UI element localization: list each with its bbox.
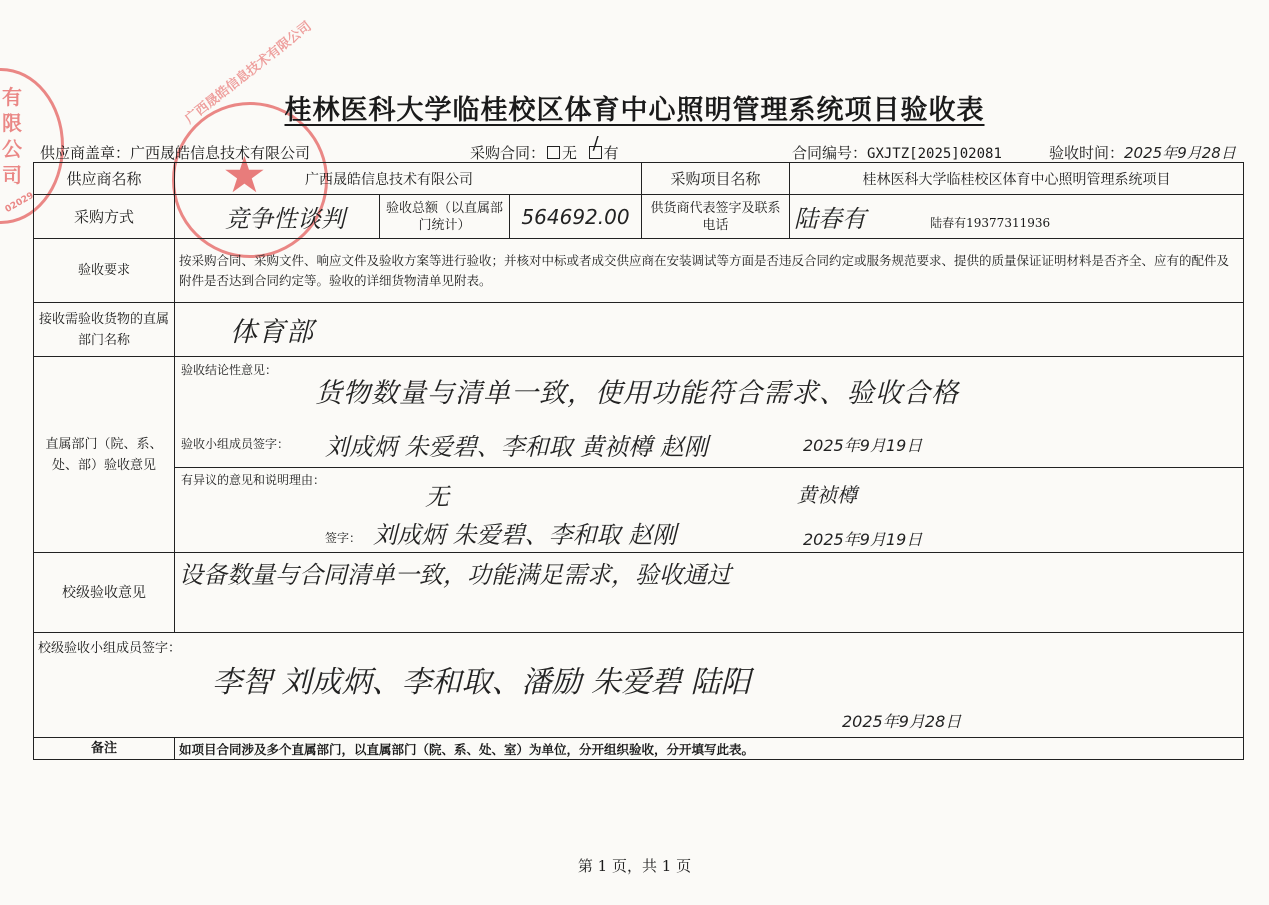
project-name-value: 桂林医科大学临桂校区体育中心照明管理系统项目 [790,163,1244,195]
rep-cell [790,195,1244,239]
note-label: 备注 [34,738,175,760]
school-team-row [34,633,1244,738]
accept-time-field [1049,142,1236,163]
dept-name-label: 接收需验收货物的直属部门名称 [34,303,175,357]
team-sign-date: 2025年9月19日 [803,436,923,455]
conclusion-value: 货物数量与清单一致，使用功能符合需求、验收合格 [315,378,959,409]
dept-opinion-label: 直属部门（院、系、处、部）验收意见 [34,357,175,553]
accept-time-label: 验收时间： [1049,144,1125,162]
rep-signature: 陆春有 [794,205,866,233]
team-sign-value: 刘成炳 朱爱碧、李和取 黄祯樽 赵刚 [325,433,708,461]
supplier-seal-value: 广西晟皓信息技术有限公司 [130,144,311,162]
center-seal-text: 广西晟皓信息技术有限公司 [182,19,315,127]
total-label: 验收总额（以直属部门统计） [380,195,510,239]
left-seal-text: 有限公司 [2,85,22,187]
contract-field [470,133,619,163]
requirements-row [34,239,1244,303]
note-row [34,738,1244,760]
contract-yes-label: 有 [603,144,619,162]
method-label: 采购方式 [34,195,175,239]
req-label: 验收要求 [34,239,175,303]
school-team-value: 李智 刘成炳、李和取、潘励 朱爱碧 陆阳 [212,665,751,700]
note-text: 如项目合同涉及多个直属部门，以直属部门（院、系、处、室）为单位，分开组织验收，分开填写此表。 [175,738,1244,760]
objection-value: 无 [425,483,449,511]
dept-name-row [34,303,1244,357]
objection-sign-value: 刘成炳 朱爱碧、李和取 赵刚 [373,521,677,549]
rep-contact: 陆春有19377311936 [930,216,1051,230]
contract-no-label: 合同编号： [792,144,868,162]
school-opinion-row [34,553,1244,633]
acceptance-form-table [33,162,1244,760]
method-value: 竞争性谈判 [175,195,380,239]
form-title: 桂林医科大学临桂校区体育中心照明管理系统项目验收表 [284,95,985,126]
dept-name-value: 体育部 [175,303,1244,357]
objection-extra-sign: 黄祯樽 [797,483,857,507]
left-seal-digits: 02029 [3,190,36,216]
supplier-row [34,163,1244,195]
school-team-cell [34,633,1244,738]
total-value: 564692.00 [510,195,642,239]
project-name-label: 采购项目名称 [642,163,790,195]
school-opinion-value: 设备数量与合同清单一致，功能满足需求，验收通过 [175,553,1244,633]
school-team-date: 2025年9月28日 [842,712,962,731]
supplier-seal-label: 供应商盖章： [40,144,131,162]
contract-yes-checkbox[interactable] [589,133,602,159]
conclusion-label: 验收结论性意见： [181,363,278,377]
divider [175,467,1243,468]
seal-star-icon: ★ [222,146,267,204]
supplier-name-value: 广西晟皓信息技术有限公司 [175,163,642,195]
contract-none-label: 无 [562,144,578,162]
page-footer: 第 1 页，共 1 页 [577,857,692,875]
check-mark-icon: / [592,133,599,154]
school-opinion-label: 校级验收意见 [34,553,175,633]
req-text: 按采购合同、采购文件、响应文件及验收方案等进行验收；并核对中标或者成交供应商在安装调试等方面是否违反合同约定或服务规范要求、提供的质量保证证明材料是否齐全、应有的配件及附件是否达到合同约定等。验收的详细货物清单见附表。 [175,239,1244,303]
method-row [34,195,1244,239]
rep-label: 供货商代表签字及联系电话 [642,195,790,239]
school-team-label: 校级验收小组成员签字： [38,641,182,656]
dept-opinion-row [34,357,1244,553]
supplier-name-label: 供应商名称 [34,163,175,195]
objection-sign-label: 签字： [325,531,362,545]
objection-sign-date: 2025年9月19日 [803,530,923,549]
contract-none-checkbox[interactable] [547,146,560,159]
team-sign-label: 验收小组成员签字： [181,437,290,451]
contract-label: 采购合同： [470,144,546,162]
objection-label: 有异议的意见和说明理由： [181,473,326,487]
contract-no-value: GXJTZ[2025]02081 [867,146,1002,162]
supplier-seal-field [40,142,310,163]
dept-opinion-cell [175,357,1244,553]
contract-no-field [792,142,1002,163]
accept-time-value: 2025年9月28日 [1124,144,1236,162]
